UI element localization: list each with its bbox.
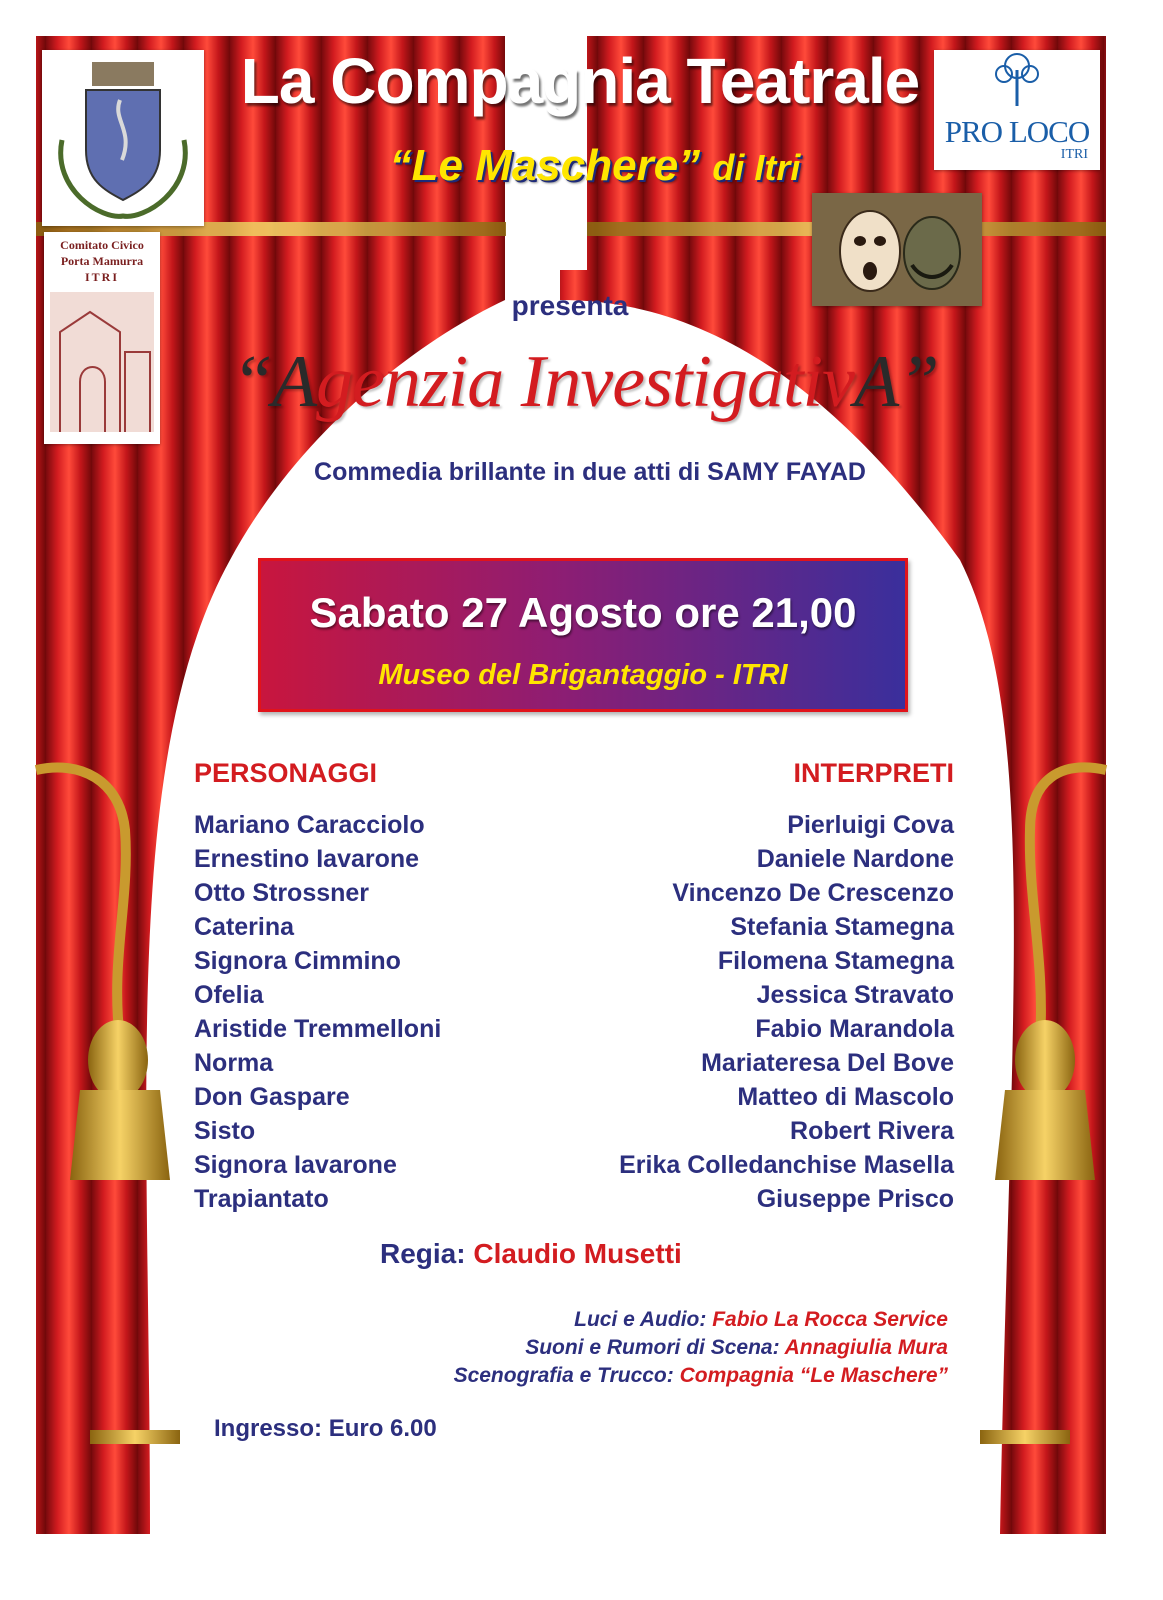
character-item: Caterina — [194, 913, 295, 941]
character-item: Signora Cimmino — [194, 947, 401, 975]
credit-set-label: Scenografia e Trucco: — [453, 1364, 674, 1387]
performer-item: Pierluigi Cova — [787, 811, 954, 839]
performer-item: Fabio Marandola — [755, 1015, 954, 1043]
group-name — [200, 141, 990, 191]
show-title-close-quote: ” — [898, 341, 939, 423]
performer-item: Filomena Stamegna — [717, 947, 954, 975]
character-item: Don Gaspare — [194, 1083, 350, 1111]
presenta-text: presenta — [511, 290, 629, 321]
character-item: Signora Iavarone — [194, 1151, 397, 1179]
performer-item: Mariateresa Del Bove — [701, 1049, 954, 1077]
performer-item: Matteo di Mascolo — [737, 1083, 954, 1111]
show-title-middle: genzia Investigativ — [316, 341, 854, 423]
proloco-name: PRO LOCO — [944, 114, 1090, 149]
show-title — [190, 340, 980, 425]
comitato-line2: Porta Mamurra — [60, 254, 144, 268]
show-title-first-letter: A — [271, 341, 317, 423]
credits-block — [400, 1306, 948, 1390]
theatre-masks-image — [812, 193, 982, 306]
show-subtitle: Commedia brillante in due atti di SAMY FAYAD — [314, 458, 866, 486]
character-item: Ernestino Iavarone — [194, 845, 420, 873]
credit-set — [400, 1362, 948, 1390]
ticket-price: Ingresso: Euro 6.00 — [214, 1415, 437, 1442]
character-item: Mariano Caracciolo — [194, 811, 425, 839]
performers-heading: INTERPRETI — [793, 758, 954, 788]
character-item: Trapiantato — [194, 1185, 329, 1213]
credit-lights — [400, 1306, 948, 1334]
group-place: di Itri — [712, 147, 801, 188]
credit-set-name: Compagnia “Le Maschere” — [679, 1364, 948, 1387]
credit-sound-name: Annagiulia Mura — [784, 1336, 948, 1359]
performer-item: Vincenzo De Crescenzo — [672, 879, 954, 907]
performer-item: Jessica Stravato — [756, 981, 954, 1009]
municipal-crest-logo — [42, 50, 204, 226]
comitato-civico-logo — [44, 232, 160, 444]
character-item: Norma — [194, 1049, 274, 1077]
performer-item: Stefania Stamegna — [730, 913, 954, 941]
character-item: Sisto — [194, 1117, 256, 1145]
credit-lights-name: Fabio La Rocca Service — [712, 1308, 948, 1331]
performer-item: Giuseppe Prisco — [756, 1185, 954, 1213]
direction-line — [380, 1238, 800, 1270]
comitato-line1: Comitato Civico — [60, 238, 144, 252]
comitato-line3: ITRI — [84, 270, 119, 284]
company-title: La Compagnia Teatrale — [240, 45, 920, 117]
credit-sound-label: Suoni e Rumori di Scena: — [525, 1336, 780, 1359]
character-item: Ofelia — [194, 981, 264, 1009]
theatre-masks-icon — [812, 193, 982, 306]
performer-item: Erika Colledanchise Masella — [619, 1151, 954, 1179]
proloco-town: ITRI — [1060, 147, 1088, 162]
town-gate-icon — [50, 292, 154, 432]
credit-lights-label: Luci e Audio: — [574, 1308, 707, 1331]
direction-label: Regia: — [380, 1238, 466, 1269]
performer-item: Robert Rivera — [790, 1117, 954, 1145]
performer-item: Daniele Nardone — [756, 845, 954, 873]
characters-heading: PERSONAGGI — [194, 758, 378, 788]
municipal-crest-icon — [42, 50, 204, 226]
event-date-box — [258, 558, 908, 712]
performers-list — [540, 808, 954, 1216]
credit-sound — [400, 1334, 948, 1362]
event-venue: Museo del Brigantaggio - ITRI — [378, 659, 788, 691]
character-item: Otto Strossner — [194, 879, 370, 907]
group-name-text: “Le Maschere” — [389, 141, 701, 190]
show-title-open-quote: “ — [231, 341, 272, 423]
character-item: Aristide Tremmelloni — [194, 1015, 442, 1043]
event-date: Sabato 27 Agosto ore 21,00 — [309, 589, 857, 636]
director-name: Claudio Musetti — [473, 1238, 682, 1269]
show-title-last-letter: A — [853, 341, 899, 423]
